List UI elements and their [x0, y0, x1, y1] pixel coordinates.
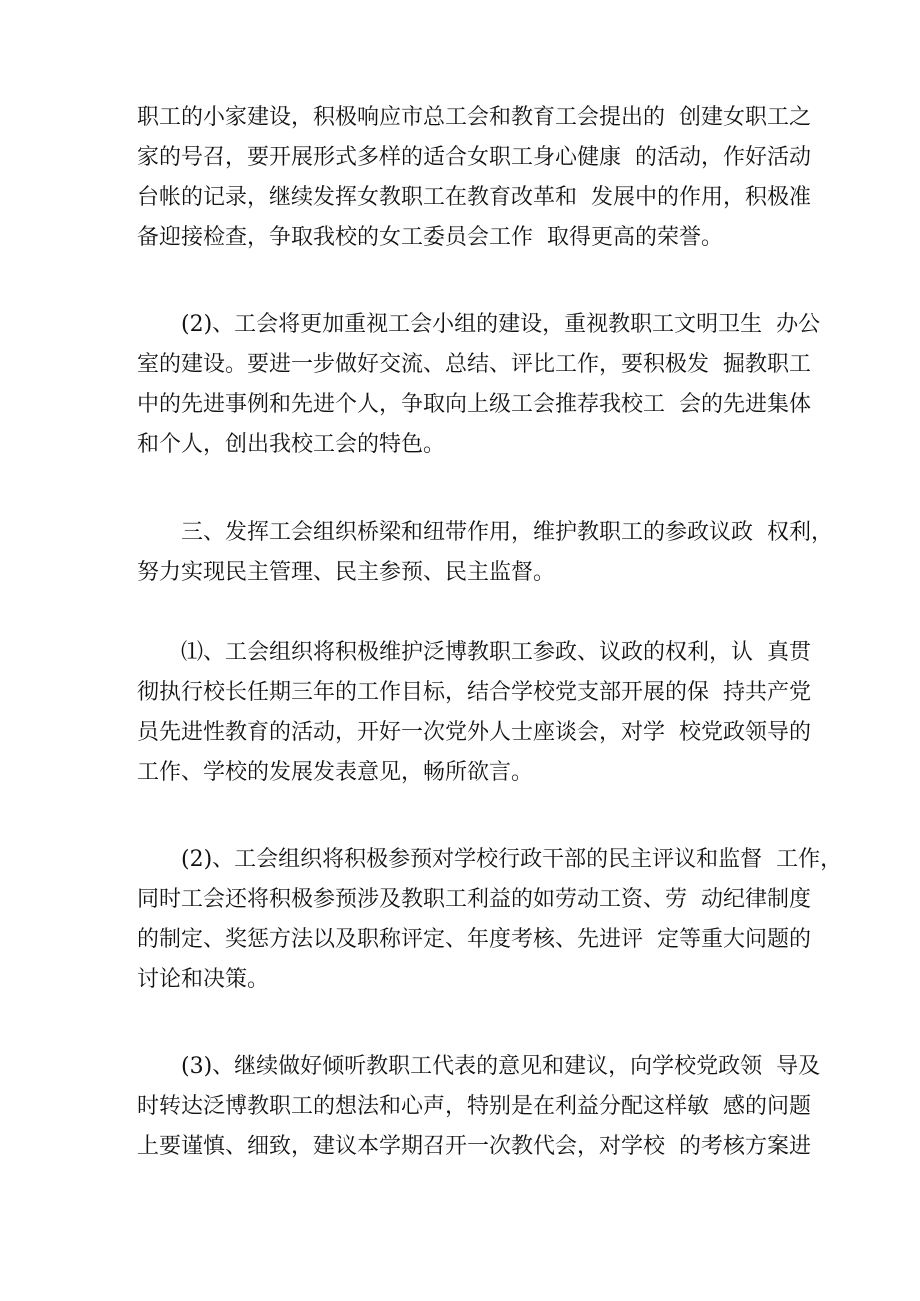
text-line: 的制定、奖惩方法以及职称评定、年度考核、先进评 定等重大问题的 — [137, 927, 811, 952]
paragraph-5 — [137, 840, 843, 1000]
paragraph-1 — [137, 98, 811, 258]
text-line: 同时工会还将积极参预涉及教职工利益的如劳动工资、劳 动纪律制度 — [137, 887, 811, 912]
text-line: 三、发挥工会组织桥梁和纽带作用，维护教职工的参政议政 权利， — [181, 520, 833, 545]
text-line: 家的号召，要开展形式多样的适合女职工身心健康 的活动，作好活动 — [137, 145, 811, 170]
text-line: 台帐的记录，继续发挥女教职工在教育改革和 发展中的作用，积极准 — [137, 185, 811, 210]
text-line: 工作、学校的发展发表意见，畅所欲言。 — [137, 760, 534, 785]
text-line: 讨论和决策。 — [137, 967, 270, 992]
paragraph-4 — [137, 633, 811, 793]
text-line: ⑴、工会组织将积极维护泛博教职工参政、议政的权利，认 真贯 — [181, 640, 811, 665]
text-line: 员先进性教育的活动，开好一次党外人士座谈会，对学 校党政领导的 — [137, 720, 811, 745]
text-line: 努力实现民主管理、民主参预、民主监督。 — [137, 560, 556, 585]
text-line: 和个人，创出我校工会的特色。 — [137, 432, 446, 457]
text-line: 室的建设。要进一步做好交流、总结、评比工作，要积极发 掘教职工 — [137, 352, 811, 377]
text-line: 备迎接检查，争取我校的女工委员会工作 取得更高的荣誉。 — [137, 225, 723, 250]
text-line: (3)、继续做好倾听教职工代表的意见和建议，向学校党政领 导及 — [181, 1054, 821, 1079]
paragraph-2 — [137, 305, 821, 465]
text-line: 彻执行校长任期三年的工作目标，结合学校党支部开展的保 持共产党 — [137, 680, 811, 705]
text-line: (2)、工会将更加重视工会小组的建设，重视教职工文明卫生 办公 — [181, 312, 821, 337]
text-line: 职工的小家建设，积极响应市总工会和教育工会提出的 创建女职工之 — [137, 105, 811, 130]
paragraph-3 — [137, 513, 833, 593]
text-line: (2)、工会组织将积极参预对学校行政干部的民主评议和监督 工作， — [181, 847, 843, 872]
text-line: 上要谨慎、细致，建议本学期召开一次教代会，对学校 的考核方案进 — [137, 1134, 811, 1159]
text-line: 中的先进事例和先进个人，争取向上级工会推荐我校工 会的先进集体 — [137, 392, 811, 417]
text-line: 时转达泛博教职工的想法和心声，特别是在利益分配这样敏 感的问题 — [137, 1094, 811, 1119]
paragraph-6 — [137, 1047, 821, 1167]
